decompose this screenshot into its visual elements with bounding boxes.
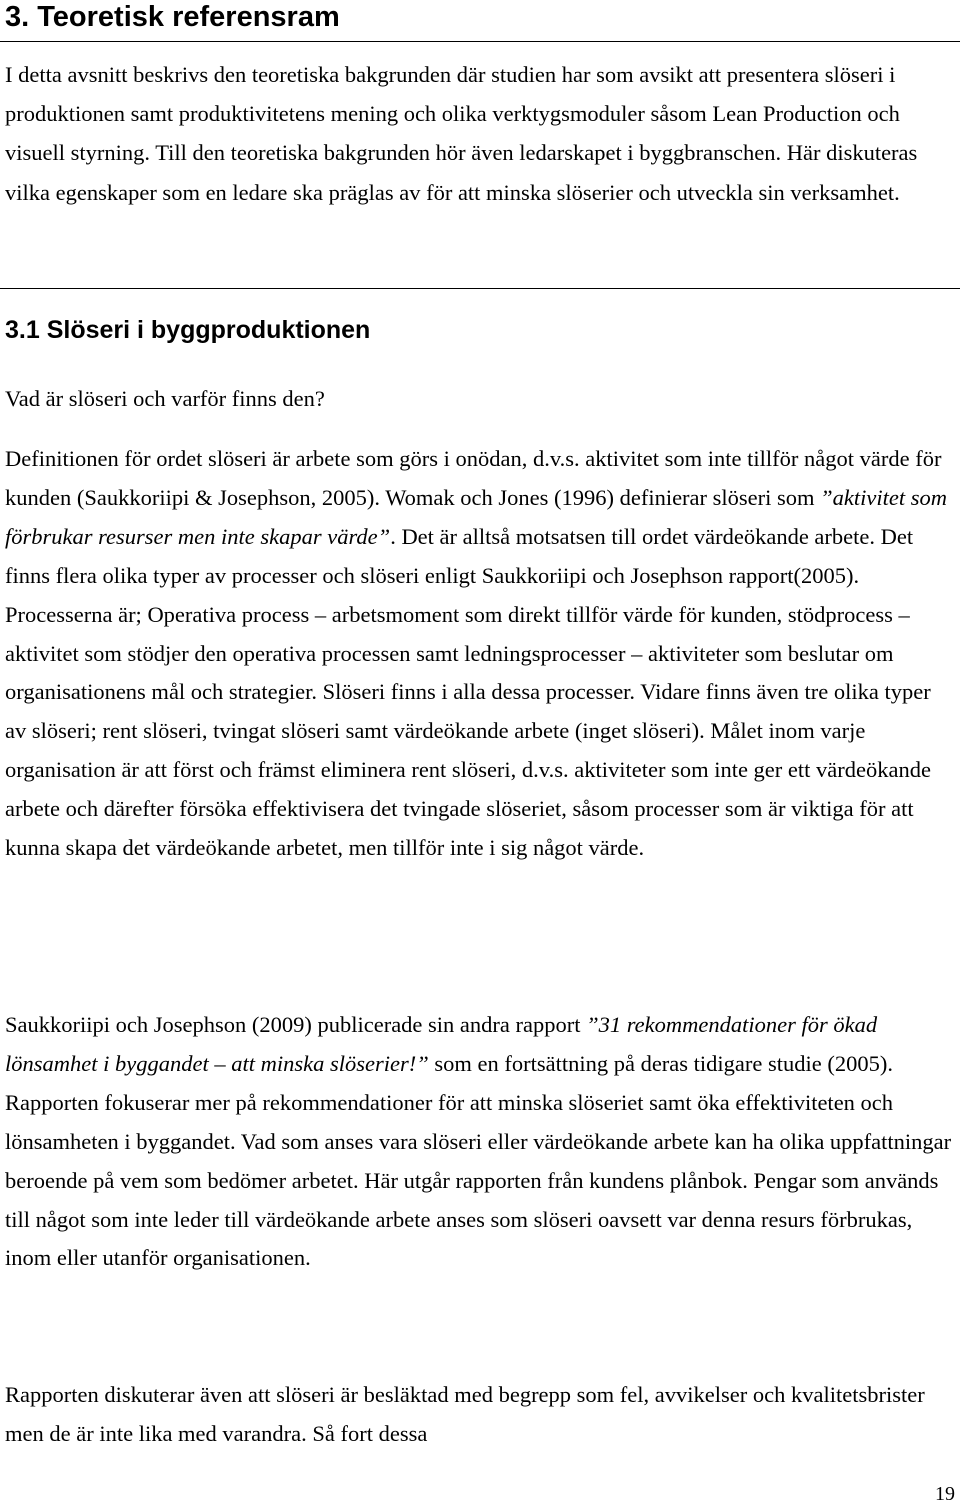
body-paragraph-1 [5,440,955,868]
chapter-heading-block [0,0,960,42]
paragraph-text: . Det är alltså motsatsen till ordet värdeökande arbete. Det finns flera olika typer av processer och slöseri enligt Saukkoriipi och Josephson rapport(2005). Processerna är; Operativa process – arbetsmoment som direkt tillför värde för kunden, stödprocess – aktivitet som stödjer den operativa processen samt ledningsprocesser – aktiviteter som beslutar om organisationens mål och strategier. Slöseri finns i alla dessa processer. Vidare finns även tre olika typer av slöseri; rent slöseri, tvingat slöseri samt värdeökande arbete (inget slöseri). Målet inom varje organisation är att först och främst eliminera rent slöseri, d.v.s. aktiviteter som inte ger ett värdeökande arbete och därefter försöka effektivisera det tvingade slöseriet, såsom processer som är viktiga för att kunna skapa det värdeökande arbetet, men tillför inte i sig något värde. [5,523,931,861]
paragraph-text: som en fortsättning på deras tidigare studie (2005). Rapporten fokuserar mer på rekommendationer för att minska slöseriet samt öka effektiviteten och lönsamheten i byggandet. Vad som anses vara slöseri eller värdeökande arbete kan ha olika uppfattningar beroende på vem som bedömer arbetet. Här utgår rapporten från kundens plånbok. Pengar som används till något som inte leder till värdeökande arbete anses som slöseri oavsett var denna resurs förbrukas, inom eller utanför organisationen. [5,1050,952,1271]
body-paragraph-3: Rapporten diskuterar även att slöseri är besläktad med begrepp som fel, avvikelser och kvalitetsbrister men de är inte lika med varandra. Så fort dessa [5,1382,925,1446]
intro-paragraph: I detta avsnitt beskrivs den teoretiska bakgrunden där studien har som avsikt att presentera slöseri i produktionen samt produktivitetens mening och olika verktygsmoduler såsom Lean Production och visuell styrning. Till den teoretiska bakgrunden hör även ledarskapet i byggbranschen. Här diskuteras vilka egenskaper som en ledare ska präglas av för att minska slöserier och utveckla sin verksamhet. [5,62,918,205]
section-heading: 3.1 Slöseri i byggproduktionen [5,316,371,344]
page-number: 19 [935,1483,955,1505]
section-question: Vad är slöseri och varför finns den? [5,386,325,411]
italic-quote: ”aktivitet som förbrukar resurser men inte skapar värde” [5,484,948,549]
paragraph-text: Definitionen för ordet slöseri är arbete som görs i onödan, d.v.s. aktivitet som inte tillför något värde för kunden (Saukkoriipi & Josephson, 2005). Womak och Jones (1996) definierar slöseri som [5,446,942,510]
paragraph-text: Saukkoriipi och Josephson (2009) publicerade sin andra rapport [5,1012,587,1037]
section-divider [0,288,960,289]
body-paragraph-2 [5,1006,955,1278]
italic-quote: ”31 rekommendationer för ökad lönsamhet i byggandet – att minska slöserier!” [5,1012,878,1076]
chapter-heading: 3. Teoretisk referensram [5,1,340,33]
